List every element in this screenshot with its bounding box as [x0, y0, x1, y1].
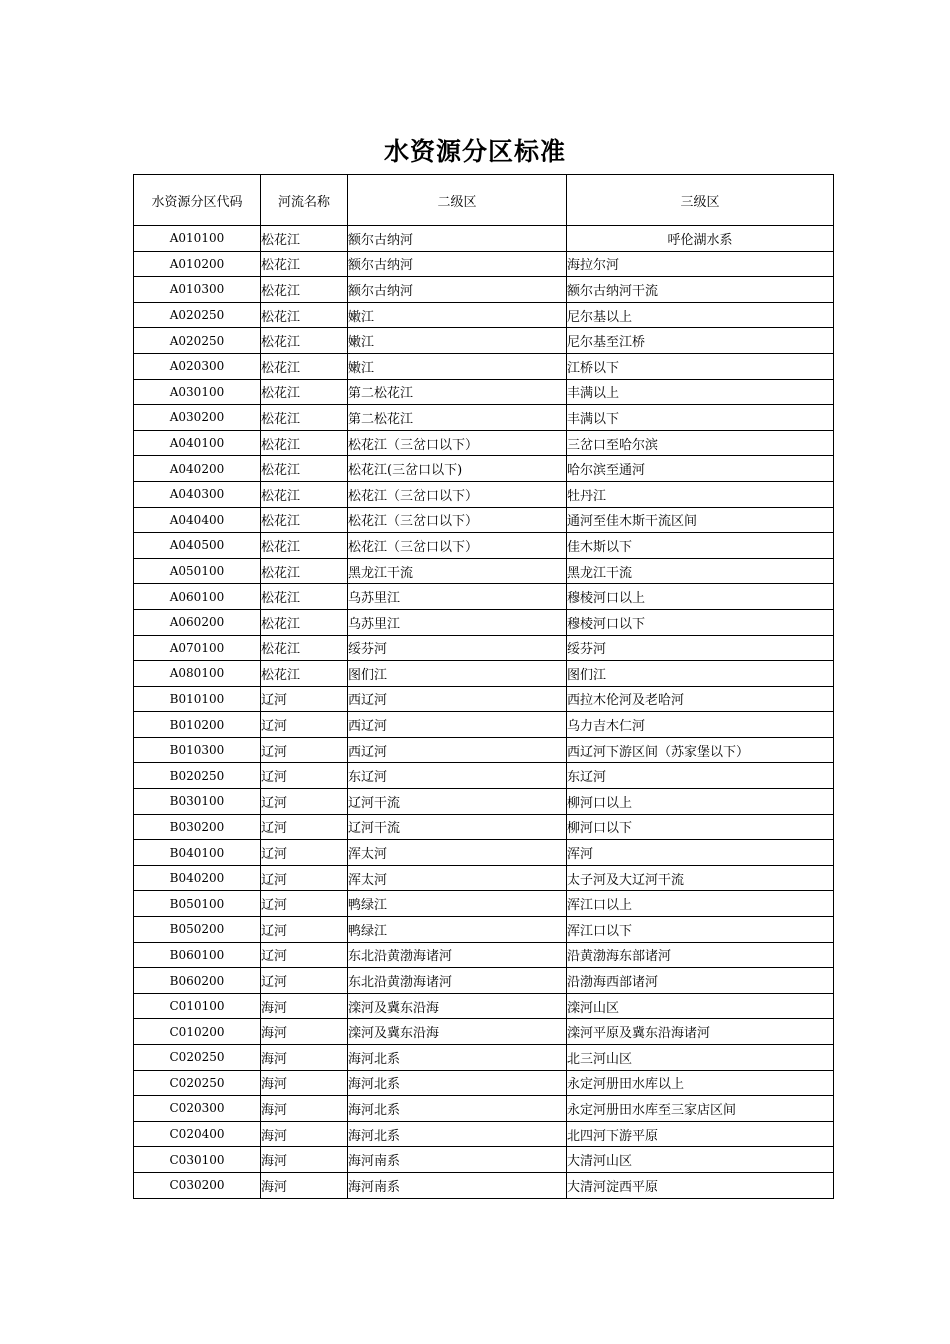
river-name-cell: 松花江 [261, 481, 348, 507]
column-header-level2: 二级区 [348, 175, 567, 226]
river-name-cell: 松花江 [261, 609, 348, 635]
column-header-level3: 三级区 [567, 175, 834, 226]
zone-code-cell: A040400 [134, 507, 261, 533]
zone-code-cell: B040200 [134, 865, 261, 891]
zone-code-cell: B010300 [134, 737, 261, 763]
river-name-cell: 辽河 [261, 686, 348, 712]
table-row [134, 686, 834, 712]
level3-region-cell: 太子河及大辽河干流 [567, 865, 834, 891]
zone-code-cell: A060100 [134, 584, 261, 610]
level3-region-cell: 滦河平原及冀东沿海诸河 [567, 1019, 834, 1045]
river-name-cell: 辽河 [261, 763, 348, 789]
zone-code-cell: A080100 [134, 661, 261, 687]
river-name-cell: 松花江 [261, 635, 348, 661]
table-row [134, 865, 834, 891]
zone-code-cell: B030200 [134, 814, 261, 840]
table-body [134, 226, 834, 1199]
level2-region-cell: 辽河干流 [348, 789, 567, 815]
zone-code-cell: A030100 [134, 379, 261, 405]
river-name-cell: 辽河 [261, 712, 348, 738]
zone-code-cell: A010200 [134, 251, 261, 277]
zone-code-cell: A040500 [134, 533, 261, 559]
river-name-cell: 松花江 [261, 507, 348, 533]
zone-code-cell: B060100 [134, 942, 261, 968]
table-row [134, 661, 834, 687]
level3-region-cell: 沿黄渤海东部诸河 [567, 942, 834, 968]
level3-region-cell: 丰满以上 [567, 379, 834, 405]
zone-code-cell: C030100 [134, 1147, 261, 1173]
zone-code-cell: A010100 [134, 226, 261, 252]
table-row [134, 789, 834, 815]
level3-region-cell: 通河至佳木斯干流区间 [567, 507, 834, 533]
level3-region-cell: 永定河册田水库以上 [567, 1070, 834, 1096]
level3-region-cell: 柳河口以下 [567, 814, 834, 840]
river-name-cell: 海河 [261, 1045, 348, 1071]
zone-code-cell: B020250 [134, 763, 261, 789]
level3-region-cell: 江桥以下 [567, 353, 834, 379]
water-resource-zone-table [133, 174, 834, 1199]
level3-region-cell: 牡丹江 [567, 481, 834, 507]
level2-region-cell: 第二松花江 [348, 379, 567, 405]
level2-region-cell: 额尔古纳河 [348, 251, 567, 277]
level3-region-cell: 永定河册田水库至三家店区间 [567, 1096, 834, 1122]
table-row [134, 1096, 834, 1122]
zone-code-cell: A020250 [134, 302, 261, 328]
level3-region-cell: 三岔口至哈尔滨 [567, 430, 834, 456]
river-name-cell: 松花江 [261, 353, 348, 379]
zone-code-cell: C010100 [134, 993, 261, 1019]
river-name-cell: 松花江 [261, 584, 348, 610]
level2-region-cell: 浑太河 [348, 865, 567, 891]
river-name-cell: 海河 [261, 1121, 348, 1147]
river-name-cell: 松花江 [261, 661, 348, 687]
zone-code-cell: C020250 [134, 1070, 261, 1096]
river-name-cell: 海河 [261, 1172, 348, 1198]
level2-region-cell: 东北沿黄渤海诸河 [348, 942, 567, 968]
zone-code-cell: C030200 [134, 1172, 261, 1198]
river-name-cell: 海河 [261, 1070, 348, 1096]
table-row [134, 405, 834, 431]
table-row [134, 533, 834, 559]
level3-region-cell: 北三河山区 [567, 1045, 834, 1071]
level2-region-cell: 海河北系 [348, 1045, 567, 1071]
page-title: 水资源分区标准 [383, 137, 566, 166]
level2-region-cell: 东北沿黄渤海诸河 [348, 968, 567, 994]
level2-region-cell: 海河北系 [348, 1096, 567, 1122]
level3-region-cell: 丰满以下 [567, 405, 834, 431]
level3-region-cell: 穆棱河口以上 [567, 584, 834, 610]
table-row [134, 558, 834, 584]
table-row [134, 968, 834, 994]
river-name-cell: 松花江 [261, 328, 348, 354]
table-row [134, 712, 834, 738]
river-name-cell: 松花江 [261, 379, 348, 405]
river-name-cell: 松花江 [261, 405, 348, 431]
zone-code-cell: C020400 [134, 1121, 261, 1147]
level2-region-cell: 滦河及冀东沿海 [348, 993, 567, 1019]
table-row [134, 302, 834, 328]
table-row [134, 507, 834, 533]
river-name-cell: 辽河 [261, 840, 348, 866]
river-name-cell: 松花江 [261, 456, 348, 482]
zone-code-cell: C010200 [134, 1019, 261, 1045]
zone-code-cell: B030100 [134, 789, 261, 815]
river-name-cell: 海河 [261, 1019, 348, 1045]
level3-region-cell: 黑龙江干流 [567, 558, 834, 584]
river-name-cell: 海河 [261, 1096, 348, 1122]
table-row [134, 942, 834, 968]
river-name-cell: 松花江 [261, 277, 348, 303]
table-row [134, 430, 834, 456]
level2-region-cell: 鸭绿江 [348, 891, 567, 917]
level3-region-cell: 沿渤海西部诸河 [567, 968, 834, 994]
level3-region-cell: 佳木斯以下 [567, 533, 834, 559]
table-row [134, 917, 834, 943]
zone-code-cell: B010200 [134, 712, 261, 738]
level2-region-cell: 嫩江 [348, 353, 567, 379]
table-row [134, 891, 834, 917]
table-row [134, 226, 834, 252]
zone-code-cell: B050100 [134, 891, 261, 917]
river-name-cell: 辽河 [261, 865, 348, 891]
table-row [134, 328, 834, 354]
level3-region-cell: 西辽河下游区间（苏家堡以下） [567, 737, 834, 763]
river-name-cell: 海河 [261, 993, 348, 1019]
level3-region-cell: 呼伦湖水系 [567, 226, 834, 252]
zone-code-cell: A070100 [134, 635, 261, 661]
level2-region-cell: 海河北系 [348, 1070, 567, 1096]
table-header-row [134, 175, 834, 226]
river-name-cell: 辽河 [261, 789, 348, 815]
level3-region-cell: 尼尔基以上 [567, 302, 834, 328]
river-name-cell: 辽河 [261, 968, 348, 994]
level2-region-cell: 鸭绿江 [348, 917, 567, 943]
zone-code-cell: A040300 [134, 481, 261, 507]
zone-code-cell: A050100 [134, 558, 261, 584]
level2-region-cell: 额尔古纳河 [348, 277, 567, 303]
level3-region-cell: 浑河 [567, 840, 834, 866]
level2-region-cell: 额尔古纳河 [348, 226, 567, 252]
level3-region-cell: 柳河口以上 [567, 789, 834, 815]
river-name-cell: 辽河 [261, 737, 348, 763]
level2-region-cell: 松花江（三岔口以下） [348, 533, 567, 559]
level3-region-cell: 哈尔滨至通河 [567, 456, 834, 482]
zone-code-cell: A060200 [134, 609, 261, 635]
table-row [134, 277, 834, 303]
level2-region-cell: 海河北系 [348, 1121, 567, 1147]
river-name-cell: 松花江 [261, 558, 348, 584]
table-row [134, 840, 834, 866]
table-row [134, 1045, 834, 1071]
river-name-cell: 松花江 [261, 430, 348, 456]
table-row [134, 993, 834, 1019]
level3-region-cell: 北四河下游平原 [567, 1121, 834, 1147]
table-row [134, 1147, 834, 1173]
zone-code-cell: B060200 [134, 968, 261, 994]
level2-region-cell: 西辽河 [348, 686, 567, 712]
table-row [134, 763, 834, 789]
river-name-cell: 辽河 [261, 917, 348, 943]
level2-region-cell: 海河南系 [348, 1172, 567, 1198]
level2-region-cell: 海河南系 [348, 1147, 567, 1173]
zone-code-cell: C020300 [134, 1096, 261, 1122]
river-name-cell: 海河 [261, 1147, 348, 1173]
table-row [134, 1172, 834, 1198]
table-row [134, 481, 834, 507]
level2-region-cell: 黑龙江干流 [348, 558, 567, 584]
level3-region-cell: 浑江口以下 [567, 917, 834, 943]
level2-region-cell: 辽河干流 [348, 814, 567, 840]
river-name-cell: 辽河 [261, 814, 348, 840]
table-row [134, 1070, 834, 1096]
zone-code-cell: B010100 [134, 686, 261, 712]
river-name-cell: 松花江 [261, 302, 348, 328]
level2-region-cell: 松花江（三岔口以下） [348, 507, 567, 533]
river-name-cell: 辽河 [261, 942, 348, 968]
level3-region-cell: 绥芬河 [567, 635, 834, 661]
level3-region-cell: 大清河山区 [567, 1147, 834, 1173]
column-header-code: 水资源分区代码 [134, 175, 261, 226]
level3-region-cell: 额尔古纳河干流 [567, 277, 834, 303]
table-row [134, 379, 834, 405]
level3-region-cell: 西拉木伦河及老哈河 [567, 686, 834, 712]
zone-code-cell: A010300 [134, 277, 261, 303]
table-row [134, 1121, 834, 1147]
level2-region-cell: 乌苏里江 [348, 609, 567, 635]
level2-region-cell: 第二松花江 [348, 405, 567, 431]
zone-code-cell: C020250 [134, 1045, 261, 1071]
zone-code-cell: A040100 [134, 430, 261, 456]
level2-region-cell: 浑太河 [348, 840, 567, 866]
level3-region-cell: 海拉尔河 [567, 251, 834, 277]
table-row [134, 456, 834, 482]
level3-region-cell: 大清河淀西平原 [567, 1172, 834, 1198]
level3-region-cell: 穆棱河口以下 [567, 609, 834, 635]
zone-code-cell: A020250 [134, 328, 261, 354]
table-row [134, 251, 834, 277]
river-name-cell: 松花江 [261, 226, 348, 252]
river-name-cell: 辽河 [261, 891, 348, 917]
level3-region-cell: 浑江口以上 [567, 891, 834, 917]
level2-region-cell: 松花江(三岔口以下) [348, 456, 567, 482]
table-row [134, 609, 834, 635]
level3-region-cell: 尼尔基至江桥 [567, 328, 834, 354]
level3-region-cell: 滦河山区 [567, 993, 834, 1019]
table-row [134, 1019, 834, 1045]
level2-region-cell: 嫩江 [348, 328, 567, 354]
zone-code-cell: A040200 [134, 456, 261, 482]
level2-region-cell: 嫩江 [348, 302, 567, 328]
river-name-cell: 松花江 [261, 251, 348, 277]
zone-code-cell: B050200 [134, 917, 261, 943]
table-row [134, 584, 834, 610]
table-row [134, 737, 834, 763]
level2-region-cell: 松花江（三岔口以下） [348, 430, 567, 456]
level3-region-cell: 东辽河 [567, 763, 834, 789]
level2-region-cell: 乌苏里江 [348, 584, 567, 610]
zone-code-cell: A020300 [134, 353, 261, 379]
level2-region-cell: 图们江 [348, 661, 567, 687]
zone-code-cell: B040100 [134, 840, 261, 866]
river-name-cell: 松花江 [261, 533, 348, 559]
table-row [134, 814, 834, 840]
level2-region-cell: 绥芬河 [348, 635, 567, 661]
level3-region-cell: 图们江 [567, 661, 834, 687]
table-row [134, 353, 834, 379]
level2-region-cell: 滦河及冀东沿海 [348, 1019, 567, 1045]
table-row [134, 635, 834, 661]
level2-region-cell: 西辽河 [348, 712, 567, 738]
level3-region-cell: 乌力吉木仁河 [567, 712, 834, 738]
zone-code-cell: A030200 [134, 405, 261, 431]
level2-region-cell: 松花江（三岔口以下） [348, 481, 567, 507]
column-header-river: 河流名称 [261, 175, 348, 226]
level2-region-cell: 东辽河 [348, 763, 567, 789]
level2-region-cell: 西辽河 [348, 737, 567, 763]
